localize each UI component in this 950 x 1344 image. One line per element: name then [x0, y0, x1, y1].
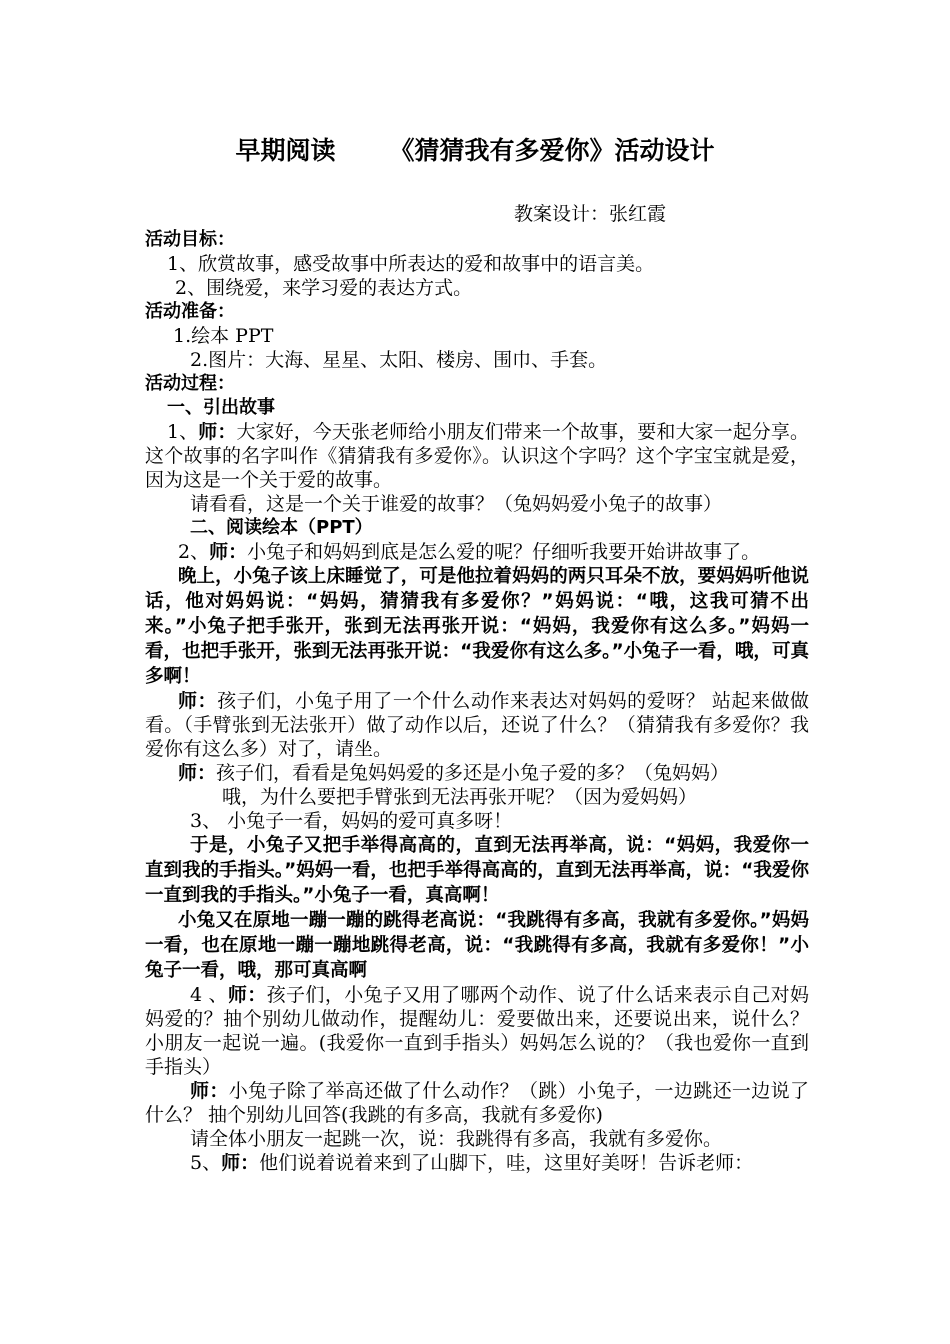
paragraph-8: 请全体小朋友一起跳一次，说：我跳得有多高，我就有多爱你。	[190, 1128, 723, 1150]
document-body	[145, 228, 809, 1175]
paragraph-1: 1、师：大家好，今天张老师给小朋友们带来一个故事，要和大家一起分享。这个故事的名字叫作《猜猜我有多爱你》。认识这个字吗？这个字宝宝就是爱，因为这是一个关于爱的故事。	[145, 421, 809, 491]
goal-item-2: 2、围绕爱，来学习爱的表达方式。	[175, 277, 473, 299]
prep-item-1: 1.绘本 PPT	[173, 325, 274, 347]
paragraph-5: 3、 小兔子一看，妈妈的爱可真多呀！	[190, 810, 513, 832]
paragraph-6: 4 、师：孩子们，小兔子又用了哪两个动作、说了什么话来表示自己对妈妈爱的？抽个别幼儿做动作，提醒幼儿：爱要做出来，还要说出来，说什么？小朋友一起说一遍。(我爱你一直到手指头）妈妈怎么说的？（我也爱你一直到手指头）	[145, 984, 809, 1078]
teacher-label: 师：	[227, 984, 267, 1006]
goals-heading: 活动目标：	[145, 229, 235, 250]
story-paragraph-3: 小兔又在原地一蹦一蹦的跳得老高说：“我跳得有多高，我就有多爱你。”妈妈一看，也在原地一蹦一蹦地跳得老高，说：“我跳得有多高，我就有多爱你！”小兔子一看，哦，那可真高啊	[145, 910, 809, 981]
process-heading: 活动过程：	[145, 373, 235, 394]
paragraph-4: 师：孩子们，看看是兔妈妈爱的多还是小兔子爱的多？（兔妈妈）	[178, 762, 730, 784]
prep-heading: 活动准备：	[145, 301, 235, 322]
title-part-2: 《猜猜我有多爱你》活动设计	[389, 136, 715, 165]
teacher-label: 师：	[221, 1152, 260, 1174]
teacher-label: 师：	[178, 690, 218, 712]
teacher-label: 师：	[178, 762, 217, 784]
paragraph-2: 2、师：小兔子和妈妈到底是怎么爱的呢？仔细听我要开始讲故事了。	[178, 541, 761, 563]
teacher-label: 师：	[190, 1080, 229, 1102]
section-1-heading: 一、引出故事	[167, 397, 275, 418]
story-paragraph-2: 于是，小兔子又把手举得高高的，直到无法再举高，说：“妈妈，我爱你一直到我的手指头。”妈妈一看，也把手举得高高的，直到无法再举高，说：“我爱你一直到我的手指头。”小兔子一看，真高啊！	[145, 835, 809, 906]
title-part-1: 早期阅读	[235, 136, 336, 165]
paragraph-4b: 哦，为什么要把手臂张到无法再张开呢？（因为爱妈妈）	[222, 786, 698, 808]
prep-item-2: 2.图片：大海、星星、太阳、楼房、围巾、手套。	[190, 349, 608, 371]
teacher-label: 师：	[198, 421, 237, 443]
story-paragraph-1: 晚上，小兔子该上床睡觉了，可是他拉着妈妈的两只耳朵不放，要妈妈听他说话，他对妈妈说：“妈妈，猜猜我有多爱你？”妈妈说：“哦，这我可猜不出来。”小兔子把手张开，张到无法再张开说：“妈妈，我爱你有这么多。”妈妈一看，也把手张开，张到无法再张开说：“我爱你有这么多。”小兔子一看，哦，可真多啊！	[145, 566, 809, 687]
page-title	[0, 136, 950, 166]
author-line: 教案设计：张红霞	[514, 203, 667, 225]
section-2-heading: 二、阅读绘本（PPT）	[190, 517, 373, 538]
paragraph-1b: 请看看，这是一个关于谁爱的故事？（兔妈妈爱小兔子的故事）	[190, 493, 723, 515]
teacher-label: 师：	[209, 541, 248, 563]
paragraph-3: 师：孩子们，小兔子用了一个什么动作来表达对妈妈的爱呀？ 站起来做做看。（手臂张到无法张开）做了动作以后，还说了什么？（猜猜我有多爱你？我爱你有这么多）对了，请坐。	[145, 690, 809, 760]
paragraph-9: 5、师：他们说着说着来到了山脚下，哇，这里好美呀！告诉老师：	[190, 1152, 754, 1174]
paragraph-7: 师：小兔子除了举高还做了什么动作？（跳）小兔子，一边跳还一边说了什么？ 抽个别幼儿回答(我跳的有多高，我就有多爱你)	[145, 1080, 809, 1126]
goal-item-1: 1、欣赏故事，感受故事中所表达的爱和故事中的语言美。	[167, 253, 655, 275]
